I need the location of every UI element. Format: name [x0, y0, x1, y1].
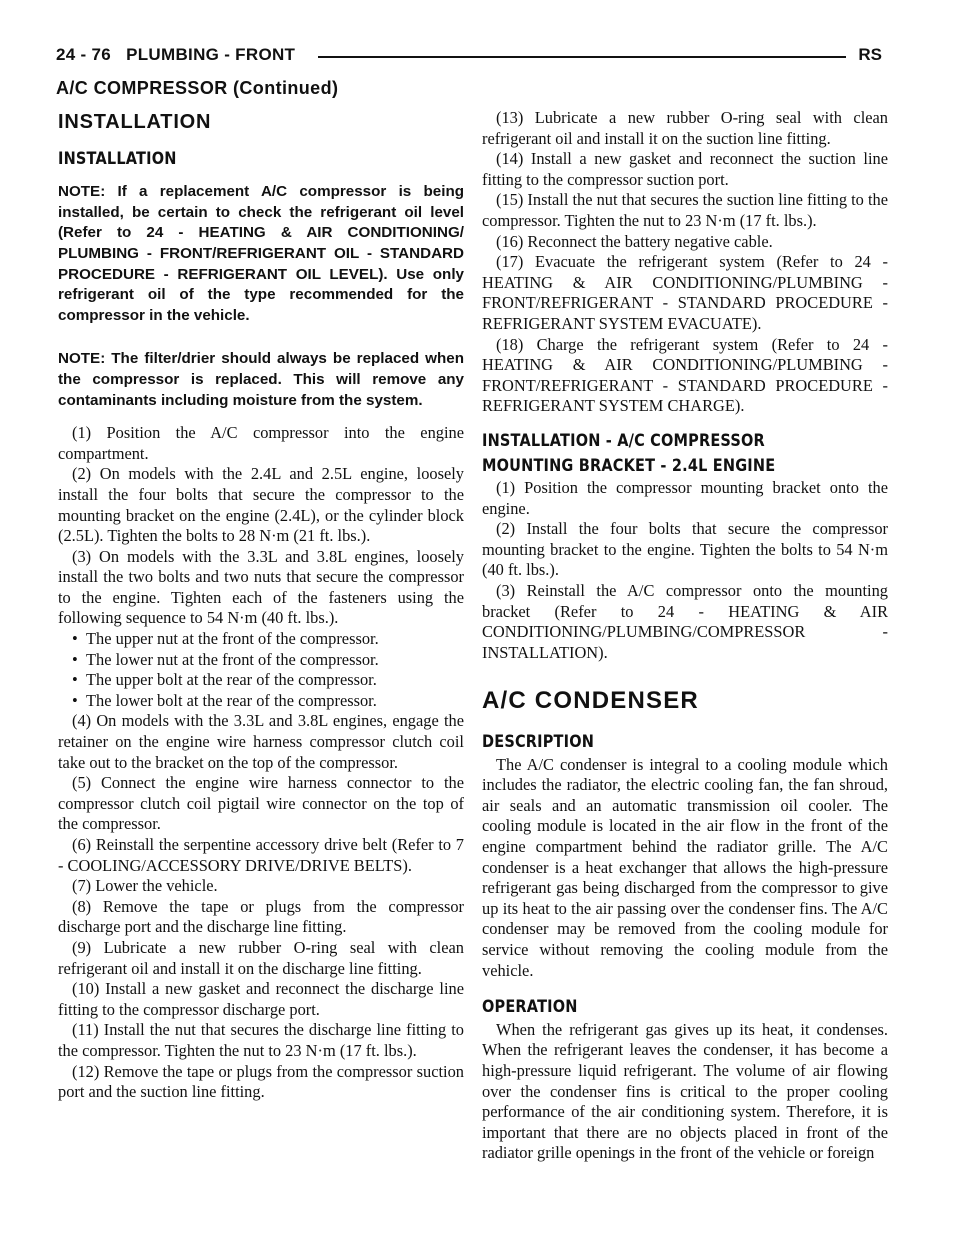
heading-bracket-installation	[482, 431, 888, 476]
bullet-item: • The lower nut at the front of the compressor.	[72, 649, 379, 669]
description-text: The A/C condenser is integral to a cooling module which includes the radiator, the electric cooling fan, the fan shroud, air seals and an automatic transmission oil cooler. The cooling module is located in the air flow in the front of the engine compartment behind the radiator grille. The A/C condenser is a heat exchanger that allows the high-pressure refrigerant gas being discharged from the compressor to give up its heat to the air passing over the condenser fins. The A/C condenser may be removed from the cooling module for service without removing the cooling module from the vehicle.	[482, 754, 888, 980]
step-item: (17) Evacuate the refrigerant system (Refer to 24 - HEATING & AIR CONDITIONING/PLUMBING - FRONT/REFRIGERANT - STANDARD PROCEDURE - REFRIGERANT SYSTEM EVACUATE).	[482, 252, 888, 333]
step-item: (6) Reinstall the serpentine accessory drive belt (Refer to 7 - COOLING/ACCESSORY DRIVE/DRIVE BELTS).	[58, 835, 464, 875]
step-item: (3) Reinstall the A/C compressor onto the mounting bracket (Refer to 24 - HEATING & AIR CONDITIONING/PLUMBING/COMPRESSOR - INSTALLATION).	[482, 581, 888, 662]
section-title: PLUMBING - FRONT	[126, 45, 296, 64]
step-item: (9) Lubricate a new rubber O-ring seal with clean refrigerant oil and install it on the discharge line fitting.	[58, 937, 464, 978]
header-rule	[318, 56, 846, 58]
heading-installation: INSTALLATION	[58, 111, 212, 133]
bullet-icon: •	[72, 649, 78, 669]
step-item: (11) Install the nut that secures the discharge line fitting to the compressor. Tighten the nut to 23 N·m (17 ft. lbs.).	[58, 1020, 464, 1060]
installation-steps	[58, 423, 464, 1103]
step-item: (10) Install a new gasket and reconnect the discharge line fitting to the compressor discharge port.	[58, 979, 464, 1019]
heading-bracket-line2: MOUNTING BRACKET - 2.4L ENGINE	[482, 455, 776, 475]
step-item: (8) Remove the tape or plugs from the compressor discharge port and the discharge line fitting.	[58, 896, 464, 937]
subheading-installation: INSTALLATION	[58, 148, 177, 168]
right-column	[482, 108, 888, 1164]
page-header-left	[56, 45, 295, 65]
step-item: (14) Install a new gasket and reconnect the suction line fitting to the compressor suction port.	[482, 149, 888, 189]
step-item: (4) On models with the 3.3L and 3.8L engines, engage the retainer on the engine wire harness compressor clutch coil take out to the bracket on the top of the compressor.	[58, 711, 464, 772]
step-item: (15) Install the nut that secures the suction line fitting to the compressor. Tighten the nut to 23 N·m (17 ft. lbs.).	[482, 190, 888, 230]
step-item: (1) Position the compressor mounting bracket onto the engine.	[482, 478, 888, 518]
heading-bracket-line1: INSTALLATION - A/C COMPRESSOR	[482, 430, 765, 450]
bullet-item: • The upper bolt at the rear of the compressor.	[72, 670, 377, 690]
bracket-steps	[482, 478, 888, 663]
operation-text: When the refrigerant gas gives up its heat, it condenses. When the refrigerant leaves the condenser, it has become a high-pressure liquid refrigerant. The volume of air flowing over the condenser fins is critical to the proper cooling performance of the air conditioning system. Therefore, it is important that there are no objects placed in front of the radiator grille openings in the front of the vehicle or foreign	[482, 1019, 888, 1163]
note-filter-drier: NOTE: The filter/drier should always be replaced when the compressor is replaced. This will remove any contaminants including moisture from the system.	[58, 350, 464, 409]
continued-title: A/C COMPRESSOR (Continued)	[56, 78, 339, 98]
bullet-icon: •	[72, 670, 78, 690]
step-item: (2) Install the four bolts that secure the compressor mounting bracket to the engine. Tighten the bolts to 54 N·m (40 ft. lbs.).	[482, 519, 888, 580]
heading-operation: OPERATION	[482, 997, 578, 1017]
bullet-icon: •	[72, 629, 78, 649]
bullet-icon: •	[72, 690, 78, 710]
step-item: (18) Charge the refrigerant system (Refer to 24 - HEATING & AIR CONDITIONING/PLUMBING - FRONT/REFRIGERANT - STANDARD PROCEDURE - REFRIGERANT SYSTEM CHARGE).	[482, 334, 888, 416]
bullet-item: • The lower bolt at the rear of the compressor.	[72, 690, 377, 710]
step-item: (7) Lower the vehicle.	[72, 876, 218, 896]
heading-ac-condenser: A/C CONDENSER	[482, 687, 699, 715]
page-number: 24 - 76	[56, 45, 112, 64]
note-refrigerant-oil: NOTE: If a replacement A/C compressor is being installed, be certain to check the refrigerant oil level (Refer to 24 - HEATING & AIR CONDITIONING/ PLUMBING - FRONT/REFRIGERANT OIL - STANDARD PROCEDURE - REFRIGERANT OIL LEVEL). Use only refrigerant oil of the type recommended for the compressor in the vehicle.	[58, 183, 464, 324]
step-item: (12) Remove the tape or plugs from the compressor suction port and the suction line fitting.	[58, 1061, 464, 1102]
heading-description: DESCRIPTION	[482, 732, 595, 752]
step-item: (5) Connect the engine wire harness connector to the compressor clutch coil pigtail wire connector on the top of the compressor.	[58, 773, 464, 834]
step-item: (16) Reconnect the battery negative cable.	[496, 231, 773, 251]
step-item: (2) On models with the 2.4L and 2.5L engine, loosely install the four bolts that secure the compressor to the mounting bracket on the engine (2.4L), or the cylinder block (2.5L). Tighten the bolts to 28 N·m (21 ft. lbs.).	[58, 464, 464, 546]
step-item: (3) On models with the 3.3L and 3.8L engines, loosely install the two bolts and two nuts that secure the compressor to the engine. Tighten each of the fasteners using the following sequence to 54 N·m (40 ft. lbs.).	[58, 546, 464, 628]
left-column	[58, 108, 464, 1103]
step-item: (13) Lubricate a new rubber O-ring seal with clean refrigerant oil and install it on the suction line fitting.	[482, 108, 888, 148]
step-item: (1) Position the A/C compressor into the engine compartment.	[58, 423, 464, 463]
bullet-item: • The upper nut at the front of the compressor.	[72, 629, 379, 649]
model-code: RS	[858, 45, 882, 64]
installation-steps-continued	[482, 108, 888, 417]
